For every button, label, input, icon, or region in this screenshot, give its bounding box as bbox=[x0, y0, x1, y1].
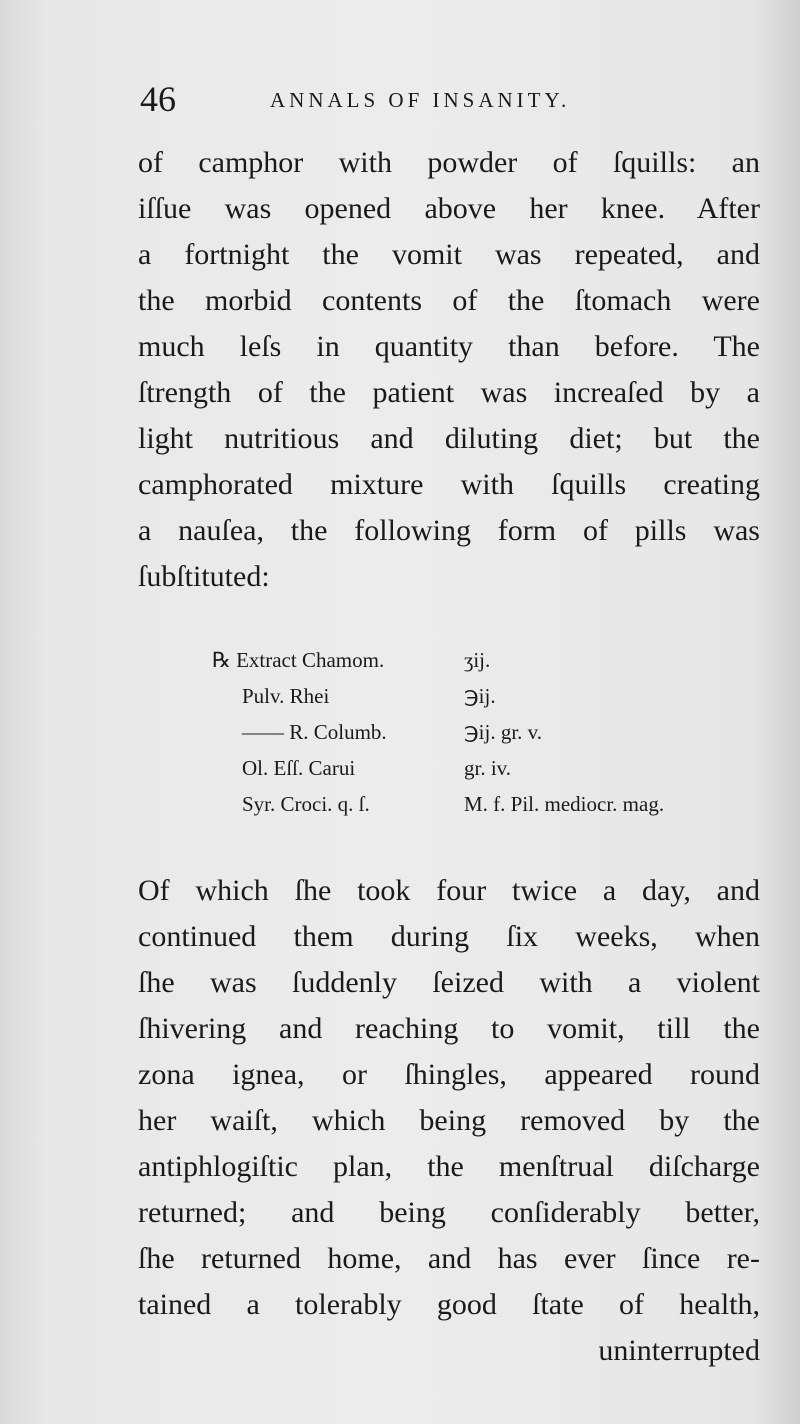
text-line: ſhe returned home, and has ever ſince re- bbox=[138, 1242, 760, 1275]
prescription-ingredient: Ol. Eſſ. Carui bbox=[242, 756, 356, 780]
prescription bbox=[212, 642, 772, 822]
page-header bbox=[140, 78, 760, 128]
prescription-row bbox=[212, 786, 772, 822]
text-line: a fortnight the vomit was repeated, and bbox=[138, 238, 760, 271]
prescription-quantity: ℈ij. bbox=[464, 684, 496, 708]
text-line: returned; and being conſiderably better, bbox=[138, 1196, 760, 1229]
text-line: ſubſtituted: bbox=[138, 560, 270, 593]
text-line: Of which ſhe took four twice a day, and bbox=[138, 874, 760, 907]
prescription-quantity: ℈ij. gr. v. bbox=[464, 720, 543, 744]
text-line: tained a tolerably good ſtate of health, bbox=[138, 1288, 760, 1321]
text-line: iſſue was opened above her knee. After bbox=[138, 192, 760, 225]
text-line: of camphor with powder of ſquills: an bbox=[138, 146, 760, 179]
page-number: 46 bbox=[140, 79, 176, 119]
text-line: ſhivering and reaching to vomit, till the bbox=[138, 1012, 760, 1045]
prescription-ingredient: Pulv. Rhei bbox=[242, 684, 330, 708]
text-line: a nauſea, the following form of pills was bbox=[138, 514, 760, 547]
text-line: light nutritious and diluting diet; but the bbox=[138, 422, 760, 455]
paragraph-2 bbox=[138, 868, 760, 1374]
text-line: camphorated mixture with ſquills creating bbox=[138, 468, 760, 501]
text-line: the morbid contents of the ſtomach were bbox=[138, 284, 760, 317]
paragraph-1 bbox=[138, 140, 760, 600]
prescription-row bbox=[212, 750, 772, 786]
prescription-ingredient: ℞ Extract Chamom. bbox=[212, 648, 385, 672]
text-line: much leſs in quantity than before. The bbox=[138, 330, 760, 363]
text-line: ſtrength of the patient was increaſed by a bbox=[138, 376, 760, 409]
text-line: continued them during ſix weeks, when bbox=[138, 920, 760, 953]
prescription-row bbox=[212, 678, 772, 714]
prescription-ingredient: Syr. Croci. q. ſ. bbox=[242, 792, 370, 816]
prescription-quantity: ʒij. bbox=[464, 648, 491, 672]
running-title: ANNALS OF INSANITY. bbox=[270, 88, 571, 112]
prescription-quantity: gr. iv. bbox=[464, 756, 512, 780]
catchword: uninterrupted bbox=[598, 1334, 760, 1367]
prescription-ingredient: —— R. Columb. bbox=[242, 720, 387, 744]
prescription-quantity: M. f. Pil. mediocr. mag. bbox=[464, 792, 665, 816]
prescription-row bbox=[212, 714, 772, 750]
text-line: ſhe was ſuddenly ſeized with a violent bbox=[138, 966, 760, 999]
text-line: antiphlogiſtic plan, the menſtrual diſcharge bbox=[138, 1150, 760, 1183]
prescription-row bbox=[212, 642, 772, 678]
text-line: zona ignea, or ſhingles, appeared round bbox=[138, 1058, 760, 1091]
text-line: her waiſt, which being removed by the bbox=[138, 1104, 760, 1137]
